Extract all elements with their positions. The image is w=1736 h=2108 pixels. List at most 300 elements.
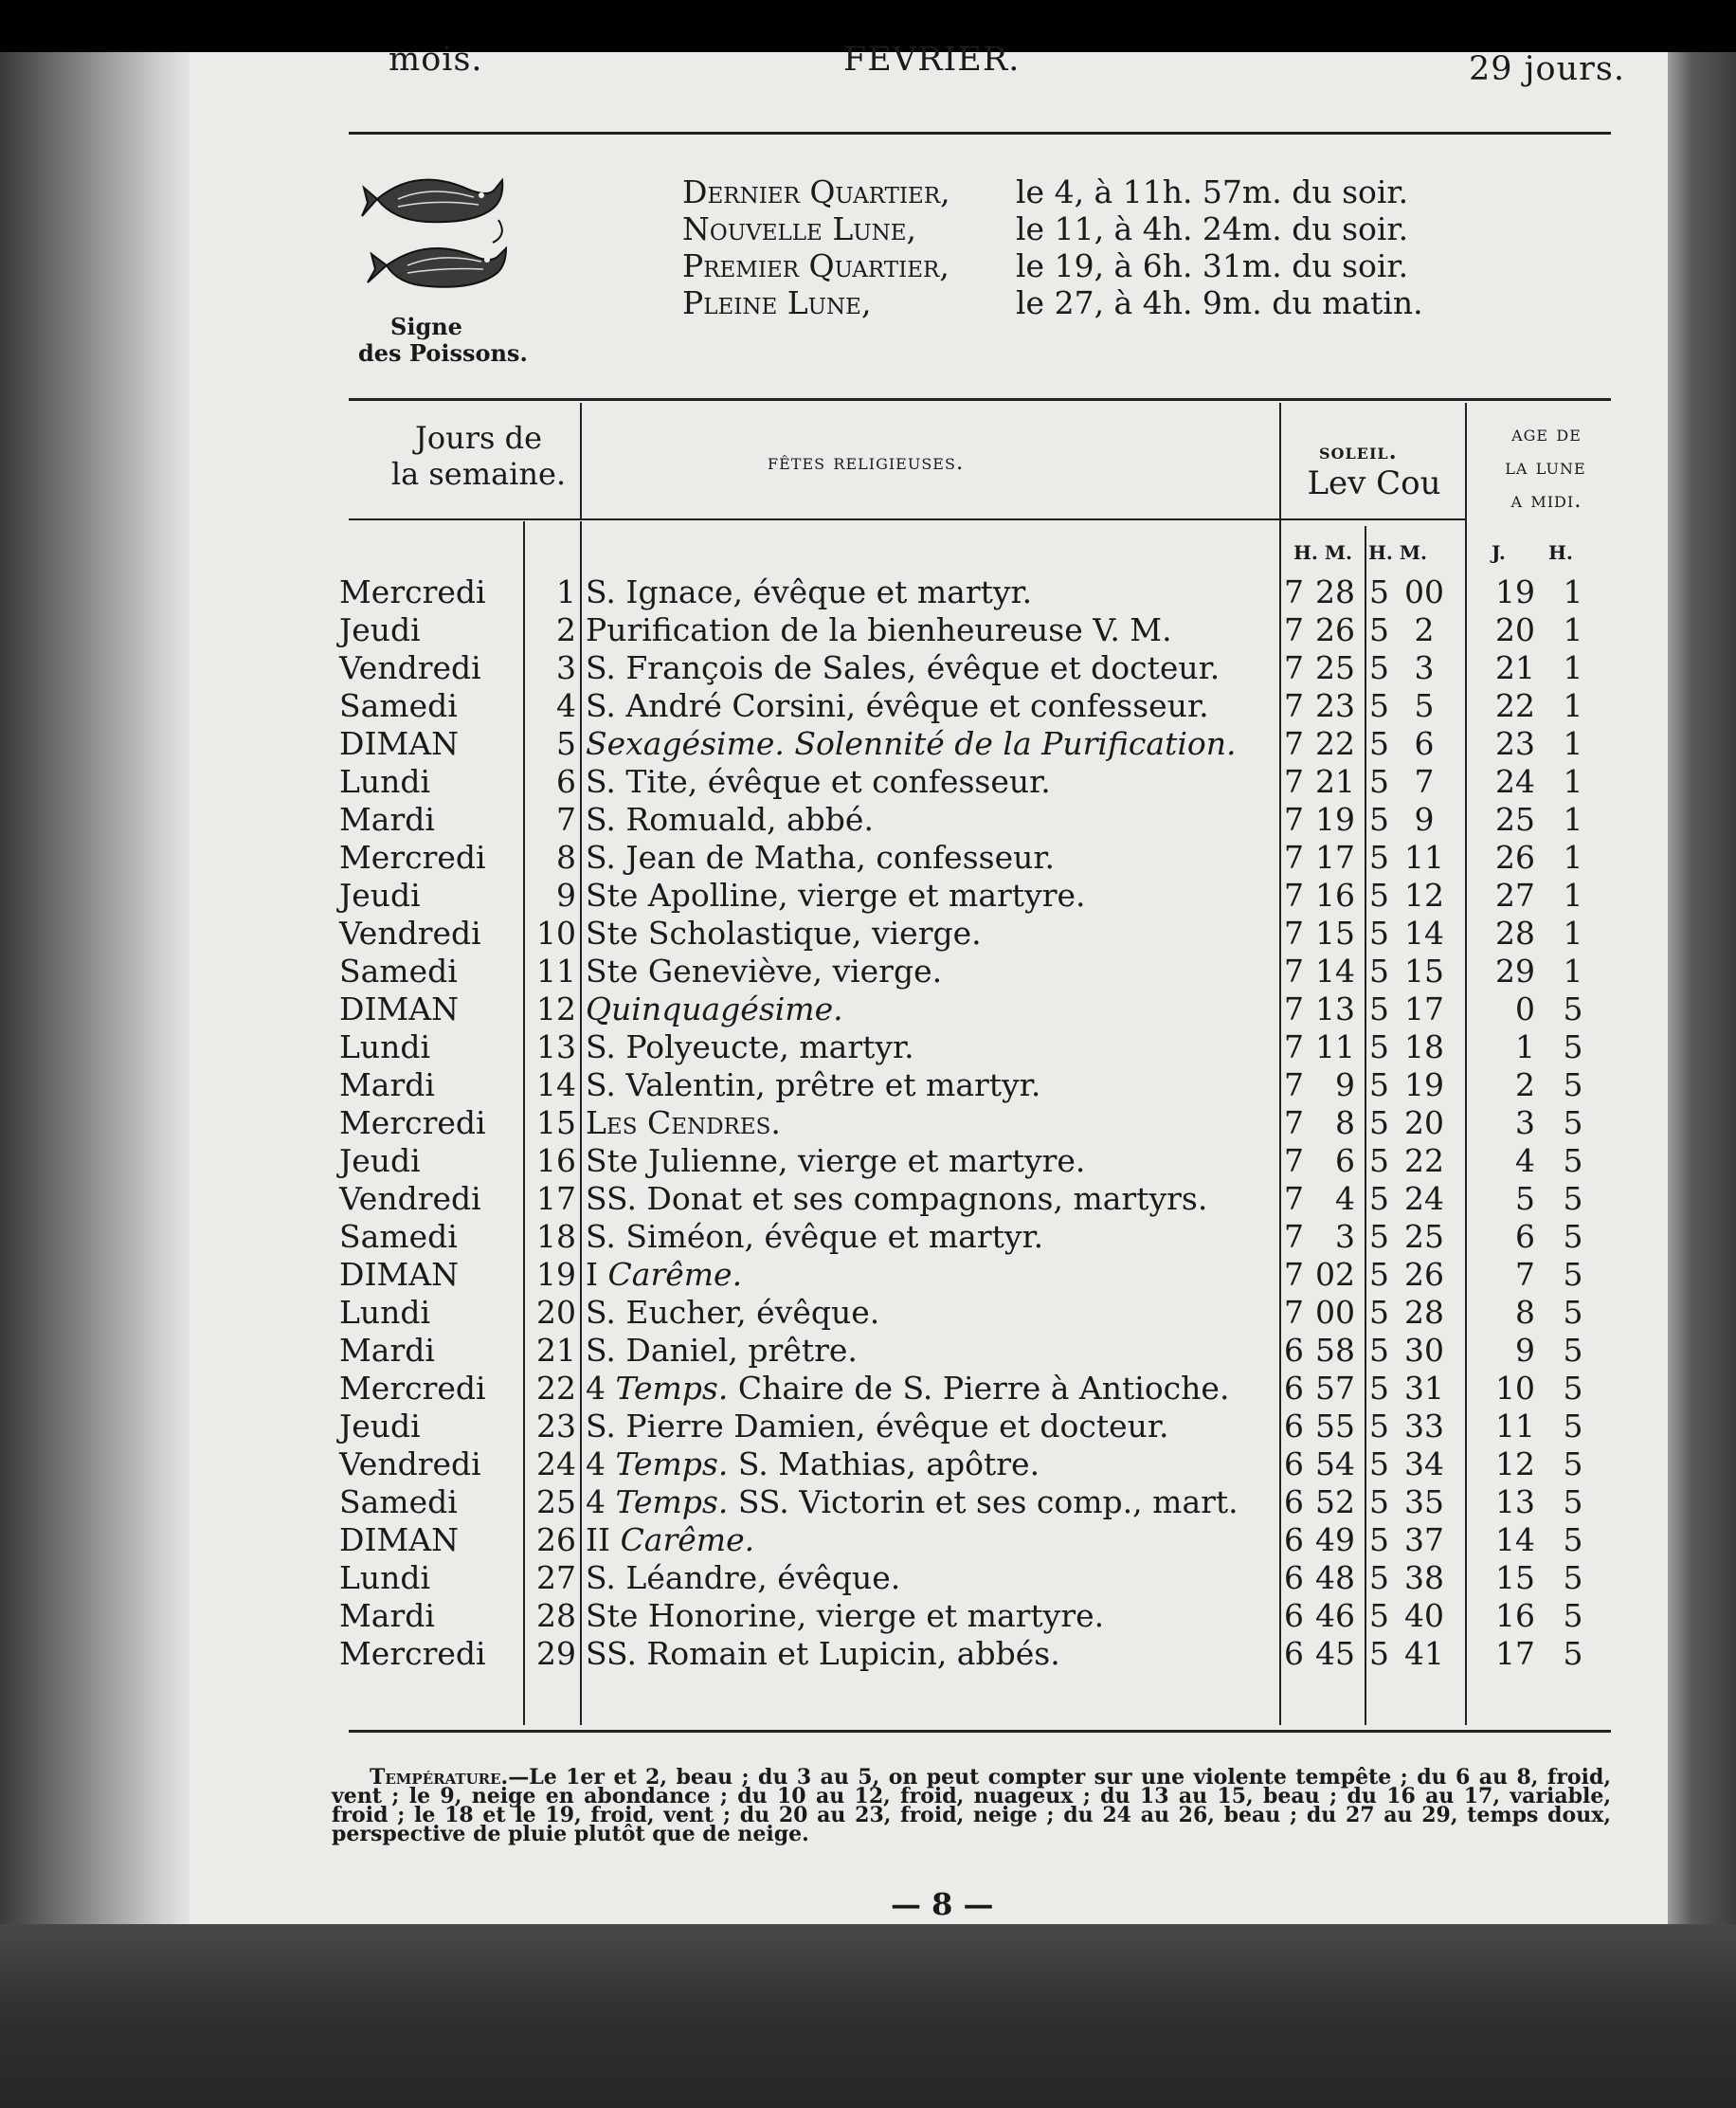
row-sunset-minute: 25 [1404, 1218, 1444, 1255]
table-row [190, 1521, 1611, 1559]
row-feast-text: S. Eucher, évêque. [586, 1294, 880, 1331]
row-day: Mercredi [339, 1104, 486, 1141]
row-sunrise-hour: 7 [1284, 1256, 1304, 1293]
row-sunset-minute: 17 [1404, 990, 1444, 1027]
row-feast [586, 801, 874, 839]
table-row [190, 1028, 1611, 1066]
row-sunset-hour: 5 [1369, 839, 1389, 876]
row-sunrise-minute: 4 [1335, 1180, 1355, 1217]
table-row [190, 1066, 1611, 1104]
row-sunset-minute: 28 [1404, 1294, 1444, 1331]
table-row [190, 1294, 1611, 1332]
row-day: Vendredi [339, 649, 481, 686]
row-day-number: 1 [556, 573, 576, 610]
row-day-number: 18 [536, 1218, 576, 1255]
moon-phase-date: le 4, à 11h. 57m. du soir. [1016, 173, 1409, 210]
row-moon-age-days: 24 [1495, 763, 1535, 800]
row-moon-age-hours: 5 [1563, 1332, 1583, 1369]
row-feast-text: S. Romuald, abbé. [586, 801, 874, 838]
row-day-number: 14 [536, 1066, 576, 1103]
row-sunset-minute: 9 [1414, 801, 1435, 838]
row-sunset-hour: 5 [1369, 1332, 1389, 1369]
row-sunrise-hour: 7 [1284, 915, 1304, 952]
row-moon-age-days: 12 [1495, 1445, 1535, 1482]
row-day-number: 28 [536, 1597, 576, 1634]
row-sunset-minute: 34 [1404, 1445, 1444, 1482]
divider-days [580, 403, 582, 518]
row-sunset-hour: 5 [1369, 953, 1389, 990]
row-feast [586, 763, 1051, 801]
row-sunset-hour: 5 [1369, 1370, 1389, 1407]
row-sunset-minute: 31 [1404, 1370, 1444, 1407]
row-feast [586, 839, 1055, 877]
row-sunrise-minute: 8 [1335, 1104, 1355, 1141]
row-day: DIMAN [339, 1256, 459, 1293]
row-sunrise-minute: 16 [1315, 877, 1355, 914]
row-feast-text: S. Siméon, évêque et martyr. [586, 1218, 1044, 1255]
row-sunrise-hour: 7 [1284, 687, 1304, 724]
col-header-soleil: soleil. [1319, 439, 1398, 464]
row-sunset-hour: 5 [1369, 801, 1389, 838]
row-sunset-minute: 22 [1404, 1142, 1444, 1179]
row-sunrise-minute: 3 [1335, 1218, 1355, 1255]
row-sunrise-hour: 6 [1284, 1370, 1304, 1407]
row-sunrise-minute: 17 [1315, 839, 1355, 876]
header-left: mois. [389, 41, 483, 79]
row-moon-age-hours: 1 [1563, 573, 1583, 610]
row-sunset-hour: 5 [1369, 1483, 1389, 1520]
row-feast-text: S. François de Sales, évêque et docteur. [586, 649, 1221, 686]
row-sunrise-minute: 19 [1315, 801, 1355, 838]
row-day-number: 11 [536, 953, 576, 990]
row-sunrise-hour: 6 [1284, 1559, 1304, 1596]
row-sunset-minute: 15 [1404, 953, 1444, 990]
table-row [190, 1559, 1611, 1597]
row-day-number: 7 [556, 801, 576, 838]
moon-phase-name: Nouvelle Lune, [682, 210, 917, 247]
row-moon-age-hours: 5 [1563, 1028, 1583, 1065]
header-bottom-rule [349, 518, 1465, 520]
almanac-page [190, 41, 1668, 1924]
row-feast-italic: Carême. [607, 1256, 743, 1293]
table-row [190, 1408, 1611, 1445]
row-sunrise-minute: 23 [1315, 687, 1355, 724]
col-header-age-2: la lune [1505, 455, 1586, 480]
row-feast [586, 1180, 1207, 1218]
row-sunset-minute: 2 [1414, 611, 1435, 648]
row-sunrise-minute: 13 [1315, 990, 1355, 1027]
row-sunrise-hour: 6 [1284, 1445, 1304, 1482]
row-day-number: 17 [536, 1180, 576, 1217]
row-feast [586, 1521, 754, 1559]
table-row [190, 687, 1611, 725]
row-feast [586, 573, 1032, 611]
row-sunrise-minute: 57 [1315, 1370, 1355, 1407]
row-feast [586, 1332, 858, 1370]
row-sunrise-hour: 7 [1284, 1180, 1304, 1217]
col-header-days-2: la semaine. [390, 456, 567, 492]
row-sunset-minute: 20 [1404, 1104, 1444, 1141]
row-sunrise-minute: 55 [1315, 1408, 1355, 1445]
row-sunrise-hour: 7 [1284, 1028, 1304, 1065]
row-feast-text: Ste Scholastique, vierge. [586, 915, 982, 952]
row-moon-age-hours: 1 [1563, 649, 1583, 686]
row-moon-age-days: 23 [1495, 725, 1535, 762]
row-moon-age-days: 26 [1495, 839, 1535, 876]
row-feast [586, 877, 1086, 915]
row-sunset-minute: 19 [1404, 1066, 1444, 1103]
row-feast-text: SS. Donat et ses compagnons, martyrs. [586, 1180, 1208, 1217]
row-moon-age-days: 4 [1515, 1142, 1535, 1179]
row-moon-age-hours: 5 [1563, 1066, 1583, 1103]
row-sunset-hour: 5 [1369, 725, 1389, 762]
row-feast-text: II [586, 1521, 621, 1558]
row-sunset-minute: 38 [1404, 1559, 1444, 1596]
row-feast-text: S. Pierre Damien, évêque et docteur. [586, 1408, 1169, 1445]
row-feast-text: S. Daniel, prêtre. [586, 1332, 858, 1369]
row-sunrise-minute: 6 [1335, 1142, 1355, 1179]
row-day: Mardi [339, 1332, 435, 1369]
table-row [190, 915, 1611, 953]
row-feast [586, 1408, 1169, 1445]
row-feast-text: Ste Julienne, vierge et martyre. [586, 1142, 1086, 1179]
row-sunset-hour: 5 [1369, 1559, 1389, 1596]
row-moon-age-days: 20 [1495, 611, 1535, 648]
row-sunset-minute: 30 [1404, 1332, 1444, 1369]
row-feast-italic: Temps. [615, 1445, 729, 1482]
row-moon-age-days: 27 [1495, 877, 1535, 914]
row-feast-italic: Sexagésime. Solennité de la Purification. [586, 725, 1237, 762]
row-feast-text: 4 [586, 1483, 616, 1520]
row-moon-age-hours: 1 [1563, 839, 1583, 876]
row-feast-text: Ste Honorine, vierge et martyre. [586, 1597, 1105, 1634]
col-header-days-1: Jours de [414, 420, 542, 456]
row-sunrise-hour: 7 [1284, 990, 1304, 1027]
row-day-number: 22 [536, 1370, 576, 1407]
row-sunset-hour: 5 [1369, 1256, 1389, 1293]
row-feast [586, 1066, 1040, 1104]
table-row [190, 1332, 1611, 1370]
unit-lev: H. M. [1293, 541, 1352, 564]
row-sunset-hour: 5 [1369, 1635, 1389, 1672]
row-moon-age-days: 17 [1495, 1635, 1535, 1672]
row-sunrise-hour: 7 [1284, 953, 1304, 990]
row-moon-age-hours: 5 [1563, 1408, 1583, 1445]
row-moon-age-hours: 1 [1563, 877, 1583, 914]
temperature-label: Température. [370, 1765, 509, 1790]
table-row [190, 1370, 1611, 1408]
row-sunset-hour: 5 [1369, 877, 1389, 914]
row-sunrise-minute: 46 [1315, 1597, 1355, 1634]
row-feast [586, 1370, 1229, 1408]
moon-phase-name: Pleine Lune, [682, 284, 872, 321]
row-feast-text: SS. Romain et Lupicin, abbés. [586, 1635, 1060, 1672]
row-sunset-hour: 5 [1369, 573, 1389, 610]
row-moon-age-days: 25 [1495, 801, 1535, 838]
row-feast-italic: Carême. [620, 1521, 755, 1558]
row-sunset-hour: 5 [1369, 915, 1389, 952]
row-moon-age-hours: 5 [1563, 1521, 1583, 1558]
row-sunrise-hour: 6 [1284, 1408, 1304, 1445]
row-day-number: 21 [536, 1332, 576, 1369]
row-sunrise-minute: 9 [1335, 1066, 1355, 1103]
row-day: Lundi [339, 1028, 431, 1065]
row-moon-age-days: 21 [1495, 649, 1535, 686]
unit-cou: H. M. [1368, 541, 1427, 564]
row-day: Samedi [339, 1483, 458, 1520]
row-sunset-hour: 5 [1369, 1597, 1389, 1634]
row-feast-text: S. Polyeucte, martyr. [586, 1028, 914, 1065]
row-moon-age-hours: 1 [1563, 687, 1583, 724]
row-moon-age-days: 11 [1495, 1408, 1535, 1445]
row-sunrise-hour: 7 [1284, 725, 1304, 762]
table-row [190, 763, 1611, 801]
row-day: Mardi [339, 1597, 435, 1634]
row-day: Samedi [339, 1218, 458, 1255]
row-feast [586, 1142, 1085, 1180]
header-month: FEVRIER. [843, 41, 1021, 79]
row-sunrise-hour: 7 [1284, 877, 1304, 914]
row-moon-age-hours: 1 [1563, 801, 1583, 838]
row-day: Lundi [339, 763, 431, 800]
row-sunset-minute: 14 [1404, 915, 1444, 952]
pisces-fish-icon [360, 161, 512, 303]
row-day-number: 20 [536, 1294, 576, 1331]
row-day: Mercredi [339, 839, 486, 876]
row-feast [586, 649, 1220, 687]
row-day: DIMAN [339, 1521, 459, 1558]
table-row [190, 877, 1611, 915]
row-sunrise-hour: 7 [1284, 1066, 1304, 1103]
row-day-number: 26 [536, 1521, 576, 1558]
row-sunrise-hour: 7 [1284, 839, 1304, 876]
row-sunset-minute: 6 [1414, 725, 1435, 762]
row-day-number: 12 [536, 990, 576, 1027]
row-sunrise-hour: 6 [1284, 1332, 1304, 1369]
row-moon-age-hours: 1 [1563, 953, 1583, 990]
row-feast [586, 1218, 1043, 1256]
row-moon-age-days: 1 [1515, 1028, 1535, 1065]
row-sunset-minute: 26 [1404, 1256, 1444, 1293]
row-moon-age-days: 19 [1495, 573, 1535, 610]
row-moon-age-hours: 1 [1563, 763, 1583, 800]
row-sunset-hour: 5 [1369, 687, 1389, 724]
row-feast-text: Ste Apolline, vierge et martyre. [586, 877, 1086, 914]
row-feast-after: SS. Victorin et ses comp., mart. [728, 1483, 1239, 1520]
row-day: DIMAN [339, 990, 459, 1027]
table-row [190, 1218, 1611, 1256]
row-moon-age-days: 10 [1495, 1370, 1535, 1407]
row-sunrise-hour: 6 [1284, 1521, 1304, 1558]
table-row [190, 1445, 1611, 1483]
row-moon-age-days: 3 [1515, 1104, 1535, 1141]
row-moon-age-days: 5 [1515, 1180, 1535, 1217]
row-sunset-hour: 5 [1369, 1180, 1389, 1217]
row-feast-text: S. Valentin, prêtre et martyr. [586, 1066, 1041, 1103]
row-day-number: 16 [536, 1142, 576, 1179]
row-day: Lundi [339, 1559, 431, 1596]
row-day: Lundi [339, 1294, 431, 1331]
row-moon-age-days: 9 [1515, 1332, 1535, 1369]
row-moon-age-hours: 1 [1563, 915, 1583, 952]
row-day: Mercredi [339, 1370, 486, 1407]
row-sunrise-minute: 58 [1315, 1332, 1355, 1369]
table-row [190, 1597, 1611, 1635]
row-sunset-minute: 12 [1404, 877, 1444, 914]
row-sunset-minute: 40 [1404, 1597, 1444, 1634]
row-day: Mardi [339, 801, 435, 838]
row-sunset-hour: 5 [1369, 1445, 1389, 1482]
row-day-number: 9 [556, 877, 576, 914]
row-day-number: 25 [536, 1483, 576, 1520]
row-sunrise-hour: 7 [1284, 1104, 1304, 1141]
row-sunset-hour: 5 [1369, 1294, 1389, 1331]
row-feast-text: Ste Geneviève, vierge. [586, 953, 943, 990]
row-sunset-hour: 5 [1369, 1028, 1389, 1065]
row-day: Jeudi [339, 611, 421, 648]
row-moon-age-days: 0 [1515, 990, 1535, 1027]
temperature-text: —Le 1er et 2, beau ; du 3 au 5, on peut compter sur une violente tempête ; du 6 au 8, froid, vent ; le 9, neige en abondance ; du 10 au 12, froid, nuageux ; du 13 au 15, beau ; du 16 au 17, variable, froid ; le 18 et le 19, froid, vent ; du 20 au 23, froid, neige ; du 24 au 26, beau ; du 27 au 29, temps doux, perspective de pluie plutôt que de neige. [332, 1765, 1611, 1846]
row-sunrise-minute: 22 [1315, 725, 1355, 762]
row-feast-after: S. Mathias, apôtre. [728, 1445, 1040, 1482]
table-bottom-rule [349, 1730, 1611, 1733]
row-feast-after: Chaire de S. Pierre à Antioche. [728, 1370, 1230, 1407]
row-day: Samedi [339, 953, 458, 990]
row-sunrise-hour: 7 [1284, 801, 1304, 838]
row-feast [586, 725, 1237, 763]
row-moon-age-days: 29 [1495, 953, 1535, 990]
moon-phase-name: Premier Quartier, [682, 247, 949, 284]
table-row [190, 649, 1611, 687]
row-sunrise-minute: 11 [1315, 1028, 1355, 1065]
row-day-number: 8 [556, 839, 576, 876]
row-day-number: 5 [556, 725, 576, 762]
row-moon-age-days: 2 [1515, 1066, 1535, 1103]
table-row [190, 611, 1611, 649]
row-sunset-hour: 5 [1369, 763, 1389, 800]
row-sunset-hour: 5 [1369, 1521, 1389, 1558]
row-day-number: 6 [556, 763, 576, 800]
row-feast-text: I [586, 1256, 608, 1293]
row-sunrise-minute: 54 [1315, 1445, 1355, 1482]
row-sunrise-hour: 6 [1284, 1597, 1304, 1634]
row-sunset-minute: 24 [1404, 1180, 1444, 1217]
row-sunset-minute: 18 [1404, 1028, 1444, 1065]
row-feast-text: S. André Corsini, évêque et confesseur. [586, 687, 1209, 724]
row-sunset-hour: 5 [1369, 1142, 1389, 1179]
row-day-number: 29 [536, 1635, 576, 1672]
row-sunset-hour: 5 [1369, 1104, 1389, 1141]
row-sunset-minute: 35 [1404, 1483, 1444, 1520]
row-feast-text: S. Tite, évêque et confesseur. [586, 763, 1051, 800]
row-moon-age-days: 8 [1515, 1294, 1535, 1331]
row-sunset-minute: 5 [1414, 687, 1435, 724]
row-day: Jeudi [339, 877, 421, 914]
row-feast [586, 611, 1172, 649]
row-feast [586, 953, 942, 990]
row-day: Mercredi [339, 573, 486, 610]
row-feast [586, 687, 1209, 725]
row-sunrise-minute: 15 [1315, 915, 1355, 952]
row-day-number: 10 [536, 915, 576, 952]
row-sunrise-minute: 45 [1315, 1635, 1355, 1672]
row-sunset-minute: 37 [1404, 1521, 1444, 1558]
row-feast [586, 1104, 781, 1142]
row-sunrise-minute: 02 [1315, 1256, 1355, 1293]
row-sunset-hour: 5 [1369, 990, 1389, 1027]
sign-caption-1: Signe [390, 313, 462, 340]
row-sunrise-minute: 48 [1315, 1559, 1355, 1596]
row-sunrise-minute: 52 [1315, 1483, 1355, 1520]
row-day: Vendredi [339, 915, 481, 952]
row-moon-age-days: 28 [1495, 915, 1535, 952]
moon-phase-date: le 19, à 6h. 31m. du soir. [1016, 247, 1409, 284]
row-feast [586, 1483, 1239, 1521]
row-moon-age-hours: 1 [1563, 611, 1583, 648]
row-moon-age-hours: 5 [1563, 1180, 1583, 1217]
row-feast-italic: Temps. [615, 1483, 729, 1520]
row-day: DIMAN [339, 725, 459, 762]
row-feast-text: Les Cendres. [586, 1104, 781, 1141]
row-day: Vendredi [339, 1180, 481, 1217]
sign-caption-2: des Poissons. [358, 339, 528, 367]
row-sunset-hour: 5 [1369, 649, 1389, 686]
row-feast-text: Purification de la bienheureuse V. M. [586, 611, 1172, 648]
row-feast [586, 1635, 1060, 1673]
row-day: Mardi [339, 1066, 435, 1103]
row-sunrise-minute: 26 [1315, 611, 1355, 648]
row-sunset-minute: 11 [1404, 839, 1444, 876]
row-feast [586, 1294, 879, 1332]
row-feast [586, 1559, 900, 1597]
row-day: Mercredi [339, 1635, 486, 1672]
row-moon-age-hours: 5 [1563, 1370, 1583, 1407]
scan-right-margin [1668, 52, 1736, 2043]
row-moon-age-hours: 5 [1563, 1483, 1583, 1520]
unit-h: H. [1548, 541, 1573, 564]
row-sunset-hour: 5 [1369, 1218, 1389, 1255]
row-day-number: 23 [536, 1408, 576, 1445]
col-header-age-1: age de [1511, 422, 1582, 446]
row-day-number: 13 [536, 1028, 576, 1065]
row-sunrise-minute: 14 [1315, 953, 1355, 990]
table-row [190, 1180, 1611, 1218]
row-day-number: 19 [536, 1256, 576, 1293]
row-day: Jeudi [339, 1408, 421, 1445]
row-sunset-minute: 41 [1404, 1635, 1444, 1672]
page-number: — 8 — [891, 1886, 994, 1922]
table-row [190, 953, 1611, 990]
row-sunset-hour: 5 [1369, 611, 1389, 648]
scan-left-margin [0, 52, 190, 2043]
header-days: 29 jours. [1469, 50, 1625, 88]
col-header-age-3: a midi. [1510, 488, 1582, 513]
row-day-number: 27 [536, 1559, 576, 1596]
table-top-rule [349, 398, 1611, 401]
row-sunrise-minute: 49 [1315, 1521, 1355, 1558]
row-day-number: 3 [556, 649, 576, 686]
row-sunrise-hour: 7 [1284, 649, 1304, 686]
row-sunrise-minute: 25 [1315, 649, 1355, 686]
row-moon-age-hours: 1 [1563, 725, 1583, 762]
row-feast-italic: Quinquagésime. [586, 990, 843, 1027]
table-row [190, 1142, 1611, 1180]
row-feast-text: 4 [586, 1445, 616, 1482]
row-feast [586, 915, 982, 953]
row-day: Vendredi [339, 1445, 481, 1482]
row-day-number: 4 [556, 687, 576, 724]
table-row [190, 839, 1611, 877]
